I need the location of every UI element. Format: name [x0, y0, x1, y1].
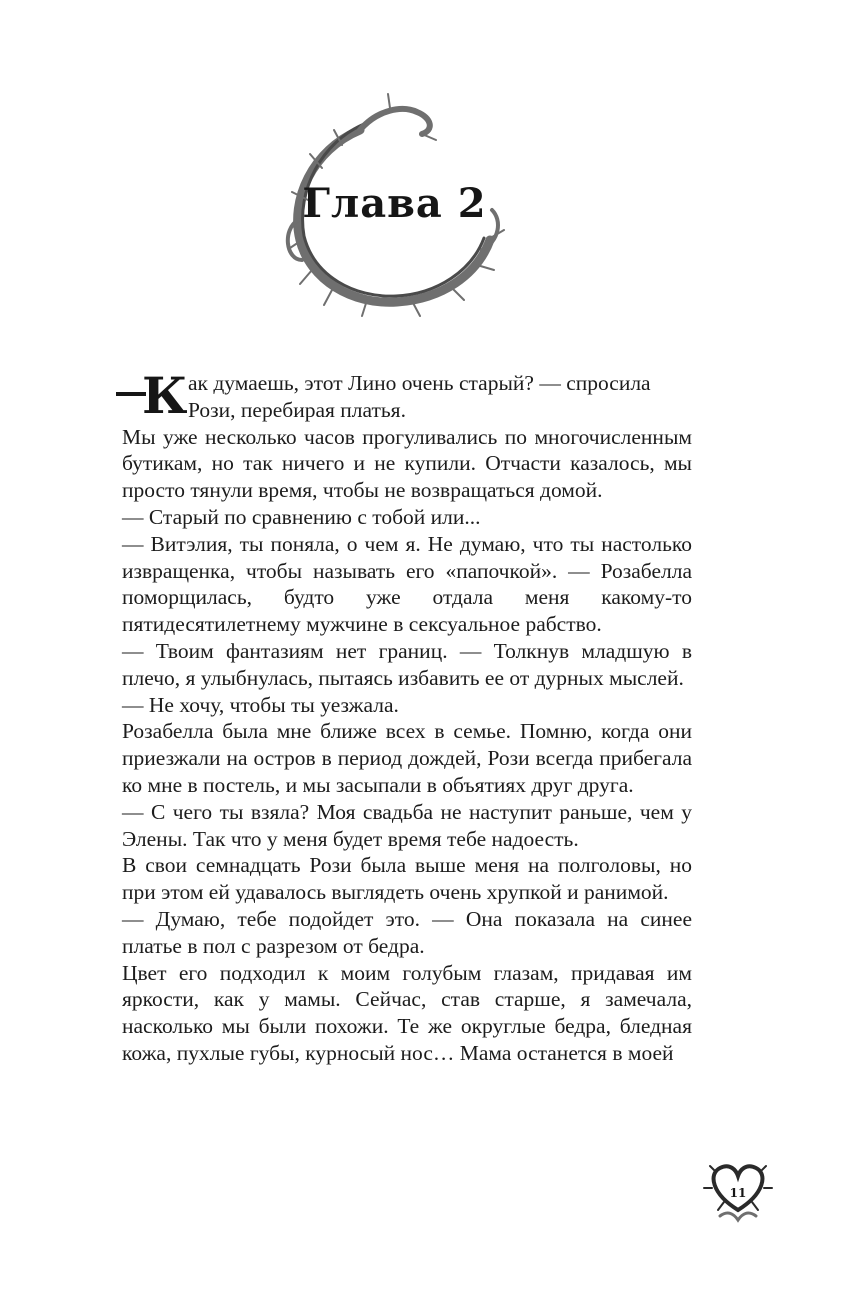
drop-cap [116, 366, 190, 425]
paragraph: Мы уже несколько часов прогуливались по многочисленным бутикам, но так ничего и не купили. Отчасти казалось, мы просто тянули время, чтобы не возвращаться домой. [122, 424, 692, 503]
opening-line: ак думаешь, этот Лино очень старый? — спросила [188, 371, 651, 395]
paragraph: — Не хочу, чтобы ты уезжала. [122, 692, 399, 717]
opening-line-continued: Рози, перебирая платья. [188, 397, 406, 422]
chapter-body [122, 366, 692, 1067]
paragraph: — Витэлия, ты поняла, о чем я. Не думаю, что ты настолько извращенка, чтобы называть его «папочкой». — Розабелла поморщилась, будто уже отдала меня какому-то пятидесятилетнему мужчине в сексуальное рабство. [122, 531, 692, 637]
paragraph: В свои семнадцать Рози была выше меня на полголовы, но при этом ей удавалось выглядеть очень хрупкой и ранимой. [122, 853, 692, 905]
opening-paragraph [122, 366, 692, 425]
paragraph: — Твоим фантазиям нет границ. — Толкнув младшую в плечо, я улыбнулась, пытаясь избавить ее от дурных мыслей. [122, 638, 692, 690]
paragraph: — Старый по сравнению с тобой или... [122, 504, 481, 529]
page-number: 11 [729, 1186, 747, 1200]
drop-cap-letter: К [142, 366, 188, 425]
paragraph: Розабелла была мне ближе всех в семье. Помню, когда они приезжали на остров в период дождей, Рози всегда прибегала ко мне в постель, и мы засыпали в объятиях друг друга. [122, 719, 692, 797]
paragraph: — Думаю, тебе подойдет это. — Она показала на синее платье в пол с разрезом от бедра. [122, 906, 692, 958]
chapter-title: Глава 2 [302, 180, 487, 227]
paragraph: Цвет его подходил к моим голубым глазам, придавая им яркости, как у мамы. Сейчас, став старше, я замечала, насколько мы были похожи. Те же округлые бедра, бледная кожа, пухлые губы, курносый нос… Мама останется в моей [122, 960, 692, 1065]
paragraph: — С чего ты взяла? Моя свадьба не наступит раньше, чем у Элены. Так что у меня будет время тебе надоесть. [122, 799, 692, 851]
